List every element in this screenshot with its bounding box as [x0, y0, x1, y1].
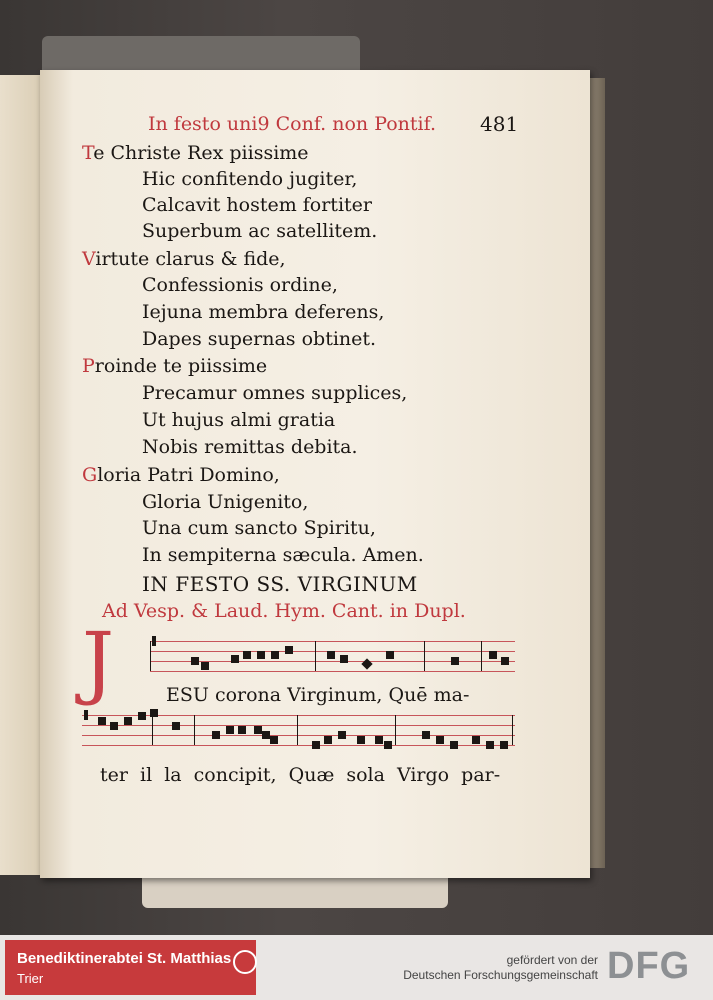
note	[357, 736, 365, 744]
staff-bar	[194, 715, 195, 745]
stanza-line: Dapes supernas obtinet.	[142, 328, 377, 350]
note	[226, 726, 234, 734]
stanza-line: Superbum ac satellitem.	[142, 220, 378, 242]
stanza-line: Una cum sancto Spiritu,	[142, 517, 376, 539]
staff-bar	[395, 715, 396, 745]
section-subtitle: Ad Vesp. & Laud. Hym. Cant. in Dupl.	[102, 600, 466, 622]
note	[172, 722, 180, 730]
note	[451, 657, 459, 665]
dfg-logo[interactable]: DFG	[607, 945, 691, 987]
note	[270, 736, 278, 744]
note	[324, 736, 332, 744]
staff-bar	[297, 715, 298, 745]
note	[384, 741, 392, 749]
stanza-line: Calcavit hostem fortiter	[142, 194, 372, 216]
note	[191, 657, 199, 665]
stanza-line: Iejuna membra deferens,	[142, 301, 385, 323]
note	[257, 651, 265, 659]
note	[486, 741, 494, 749]
note	[436, 736, 444, 744]
note	[212, 731, 220, 739]
section-title: IN FESTO SS. VIRGINUM	[142, 572, 418, 596]
note	[271, 651, 279, 659]
note	[375, 736, 383, 744]
note	[386, 651, 394, 659]
stanza-line: Nobis remittas debita.	[142, 436, 358, 458]
note	[472, 736, 480, 744]
note	[231, 655, 239, 663]
note	[327, 651, 335, 659]
red-initial-J: J	[82, 615, 115, 708]
note	[489, 651, 497, 659]
stanza-line: Gloria Unigenito,	[142, 491, 309, 513]
staff-bar	[512, 715, 513, 745]
note	[422, 731, 430, 739]
note	[138, 712, 146, 720]
note	[238, 726, 246, 734]
page-header: In festo uni9 Conf. non Pontif.	[148, 113, 436, 135]
note	[124, 717, 132, 725]
note	[201, 662, 209, 670]
stanza-line: Precamur omnes supplices,	[142, 382, 408, 404]
funding-line2: Deutschen Forschungsgemeinschaft	[403, 968, 598, 982]
note	[500, 741, 508, 749]
staff-bar	[315, 641, 316, 671]
note	[338, 731, 346, 739]
funding-line1: gefördert von der	[506, 953, 598, 967]
staff-bar	[152, 715, 153, 745]
note	[285, 646, 293, 654]
note	[98, 717, 106, 725]
clef	[84, 710, 88, 720]
stanza-line: Gloria Patri Domino,	[82, 464, 280, 486]
note	[262, 731, 270, 739]
page-number: 481	[480, 112, 519, 136]
staff-bar	[424, 641, 425, 671]
staff-bar	[150, 641, 151, 671]
institution-logo-icon	[233, 950, 257, 974]
note	[150, 709, 158, 717]
chant-lyric: ESU corona Virginum, Quē ma-	[166, 684, 470, 706]
clef	[152, 636, 156, 646]
chant-lyric: ter il la concipit, Quæ sola Virgo par-	[100, 764, 501, 786]
note	[110, 722, 118, 730]
note	[340, 655, 348, 663]
institution-badge[interactable]	[5, 940, 256, 995]
stanza-line: Ut hujus almi gratia	[142, 409, 336, 431]
institution-city: Trier	[17, 971, 44, 986]
stanza-line: Proinde te piissime	[82, 355, 268, 377]
stanza-line: Confessionis ordine,	[142, 274, 338, 296]
institution-name: Benediktinerabtei St. Matthias	[17, 950, 232, 967]
note	[243, 651, 251, 659]
stanza-line: Hic confitendo jugiter,	[142, 168, 358, 190]
note	[450, 741, 458, 749]
stanza-line: Te Christe Rex piissime	[82, 142, 309, 164]
note	[312, 741, 320, 749]
staff-bar	[481, 641, 482, 671]
stanza-line: Virtute clarus & fide,	[82, 248, 286, 270]
note	[501, 657, 509, 665]
stanza-line: In sempiterna sæcula. Amen.	[142, 544, 424, 566]
note	[254, 726, 262, 734]
footer-bar	[0, 935, 713, 1000]
